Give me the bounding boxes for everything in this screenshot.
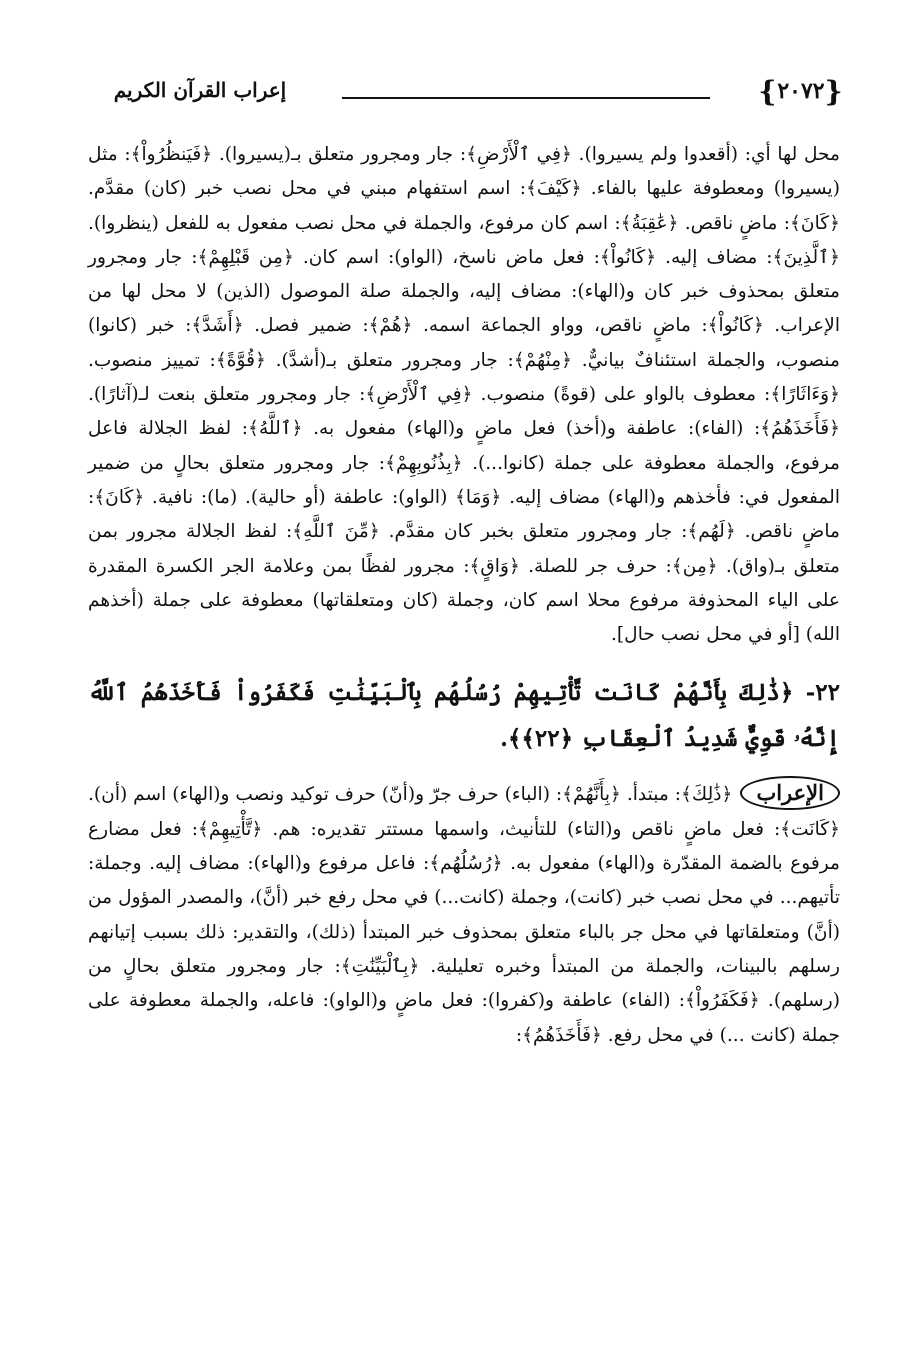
page-number-text: ٢٠٧٢ [777,78,825,104]
page-header [70,74,860,114]
irab-badge: الإعراب [740,776,840,810]
commentary-paragraph: محل لها أي: (أقعدوا ولم يسيروا). ﴿فِي ٱلْأَرْضِ﴾: جار ومجرور متعلق بـ(يسيروا). ﴿فَيَنظُرُواْ﴾: مثل (يسيروا) ومعطوفة عليها بالفاء. ﴿كَيْفَ﴾: اسم استفهام مبني في محل نصب خبر (كان) مقدَّم. ﴿كَانَ﴾: ماضٍ ناقص. ﴿عَٰقِبَةُ﴾: اسم كان مرفوع، والجملة في محل نصب مفعول به للفعل (ينظروا). ﴿ٱلَّذِينَ﴾: مضاف إليه. ﴿كَانُواْ﴾: فعل ماض ناسخ، (الواو): اسم كان. ﴿مِن قَبْلِهِمْ﴾: جار ومجرور متعلق بمحذوف خبر كان و(الهاء): مضاف إليه، والجملة صلة الموصول (الذين) لا محل لها من الإعراب. ﴿كَانُواْ﴾: ماضٍ ناقص، وواو الجماعة اسمه. ﴿هُمْ﴾: ضمير فصل. ﴿أَشَدَّ﴾: خبر (كانوا) منصوب، والجملة استئنافٌ بيانيٌّ. ﴿مِنْهُمْ﴾: جار ومجرور متعلق بـ(أشدَّ). ﴿قُوَّةً﴾: تمييز منصوب. ﴿وَءَاثَارًا﴾: معطوف بالواو على (قوةً) منصوب. ﴿فِي ٱلْأَرْضِ﴾: جار ومجرور متعلق بنعت لـ(آثارًا). ﴿فَأَخَذَهُمُ﴾: (الفاء): عاطفة و(أخذ) فعل ماضٍ و(الهاء) مفعول به. ﴿ٱللَّهُ﴾: لفظ الجلالة فاعل مرفوع، والجملة معطوفة على جملة (كانوا...). ﴿بِذُنُوبِهِمْ﴾: جار ومجرور متعلق بحالٍ من ضمير المفعول في: فأخذهم و(الهاء) مضاف إليه. ﴿وَمَا﴾ (الواو): عاطفة (أو حالية). (ما): نافية. ﴿كَانَ﴾: ماضٍ ناقص. ﴿لَهُم﴾: جار ومجرور متعلق بخبر كان مقدَّم. ﴿مِّنَ ٱللَّهِ﴾: لفظ الجلالة مجرور بمن متعلق بـ(واق). ﴿مِن﴾: حرف جر للصلة. ﴿وَاقٍ﴾: مجرور لفظًا بمن وعلامة الجر الكسرة المقدرة على الياء المحذوفة مرفوع محلا اسم كان، وجملة (كان ومتعلقاتها) معطوفة على جملة (أخذهم الله) [أو في محل نصب حال]. [88,144,840,646]
page-number-right-brace: } [824,74,844,108]
page-number [742,74,860,108]
page-body [88,138,840,1053]
book-title: إعراب القرآن الكريم [113,78,287,102]
page-number-left-brace: { [758,74,778,108]
quran-verse: ٢٢- ﴿ذَٰلِكَ بِأَنَّهُمْ كَانَت تَّأْتِيهِمْ رُسُلُهُم بِٱلْبَيِّنَٰتِ فَكَفَرُواْ فَأَخَذَهُمُ ٱللَّهُ إِنَّهُۥ قَوِيٌّ شَدِيدُ ٱلْعِقَابِ ﴿٢٢﴾﴾. [88,679,840,753]
header-rule [342,97,710,99]
irab-paragraph [88,776,840,1052]
irab-text: ﴿ذَٰلِكَ﴾: مبتدأ. ﴿بِأَنَّهُمْ﴾: (الباء) حرف جرّ و(أنّ) حرف توكيد ونصب و(الهاء) اسم (أن). ﴿كَانَت﴾: فعل ماضٍ ناقص و(التاء) للتأنيث، واسمها مستتر تقديره: هم. ﴿تَّأْتِيهِمْ﴾: فعل مضارع مرفوع بالضمة المقدّرة و(الهاء) مفعول به. ﴿رُسُلُهُم﴾: فاعل مرفوع و(الهاء): مضاف إليه. وجملة: تأتيهم... في محل نصب خبر (كانت)، وجملة (كانت...) في محل رفع خبر (أنَّ)، والمصدر المؤول من (أنَّ) ومتعلقاتها في محل جر بالباء متعلق بمحذوف خبر المبتدأ (ذلك)، والتقدير: ذلك بسبب إتيانهم رسلهم بالبينات، والجملة من المبتدأ وخبره تعليلية. ﴿بِٱلْبَيِّنَٰتِ﴾: جار ومجرور متعلق بحالٍ من (رسلهم). ﴿فَكَفَرُواْ﴾: (الفاء) عاطفة و(كفروا): فعل ماضٍ و(الواو): فاعله، والجملة معطوفة على جملة (كانت ...) في محل رفع. ﴿فَأَخَذَهُمُ﴾: [88,784,840,1046]
